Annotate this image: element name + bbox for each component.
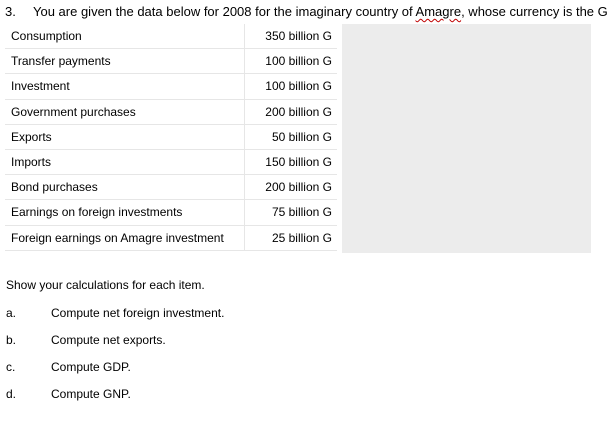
task-list — [6, 305, 224, 413]
task-text: Compute GDP. — [51, 360, 131, 374]
row-label: Investment — [5, 74, 245, 99]
row-value: 100 billion G — [245, 74, 338, 99]
row-value: 50 billion G — [245, 124, 338, 149]
table-row — [5, 74, 337, 99]
table-row — [5, 225, 337, 250]
table-row — [5, 99, 337, 124]
table-row — [5, 49, 337, 74]
row-value: 100 billion G — [245, 49, 338, 74]
row-value: 200 billion G — [245, 175, 338, 200]
row-label: Foreign earnings on Amagre investment — [5, 225, 245, 250]
row-value: 200 billion G — [245, 99, 338, 124]
row-label: Government purchases — [5, 99, 245, 124]
table-row — [5, 149, 337, 174]
task-text: Compute net foreign investment. — [51, 306, 225, 320]
row-value: 25 billion G — [245, 225, 338, 250]
task-text: Compute GNP. — [51, 387, 131, 401]
row-label: Transfer payments — [5, 49, 245, 74]
table-row — [5, 24, 337, 49]
task-letter: b. — [6, 333, 17, 347]
row-value: 350 billion G — [245, 24, 338, 49]
task-letter: c. — [6, 360, 16, 374]
task-letter: a. — [6, 306, 17, 320]
row-label: Exports — [5, 124, 245, 149]
list-item — [6, 332, 224, 359]
row-label: Consumption — [5, 24, 245, 49]
task-letter: d. — [6, 387, 17, 401]
data-table — [5, 24, 337, 251]
row-value: 75 billion G — [245, 200, 338, 225]
question-number: 3. — [5, 4, 16, 19]
row-value: 150 billion G — [245, 149, 338, 174]
question-header — [5, 3, 608, 23]
list-item — [6, 305, 224, 332]
table-row — [5, 200, 337, 225]
question-text-before: You are given the data below for 2008 for the imaginary country of — [33, 4, 416, 19]
question-text-after: , whose currency is the G — [461, 4, 608, 19]
row-label: Bond purchases — [5, 175, 245, 200]
task-text: Compute net exports. — [51, 333, 166, 347]
gray-panel — [342, 24, 591, 253]
row-label: Earnings on foreign investments — [5, 200, 245, 225]
table-row — [5, 124, 337, 149]
country-name: Amagre — [415, 4, 462, 19]
table-row — [5, 175, 337, 200]
list-item — [6, 386, 224, 413]
instructions-text: Show your calculations for each item. — [6, 278, 205, 292]
row-label: Imports — [5, 149, 245, 174]
list-item — [6, 359, 224, 386]
